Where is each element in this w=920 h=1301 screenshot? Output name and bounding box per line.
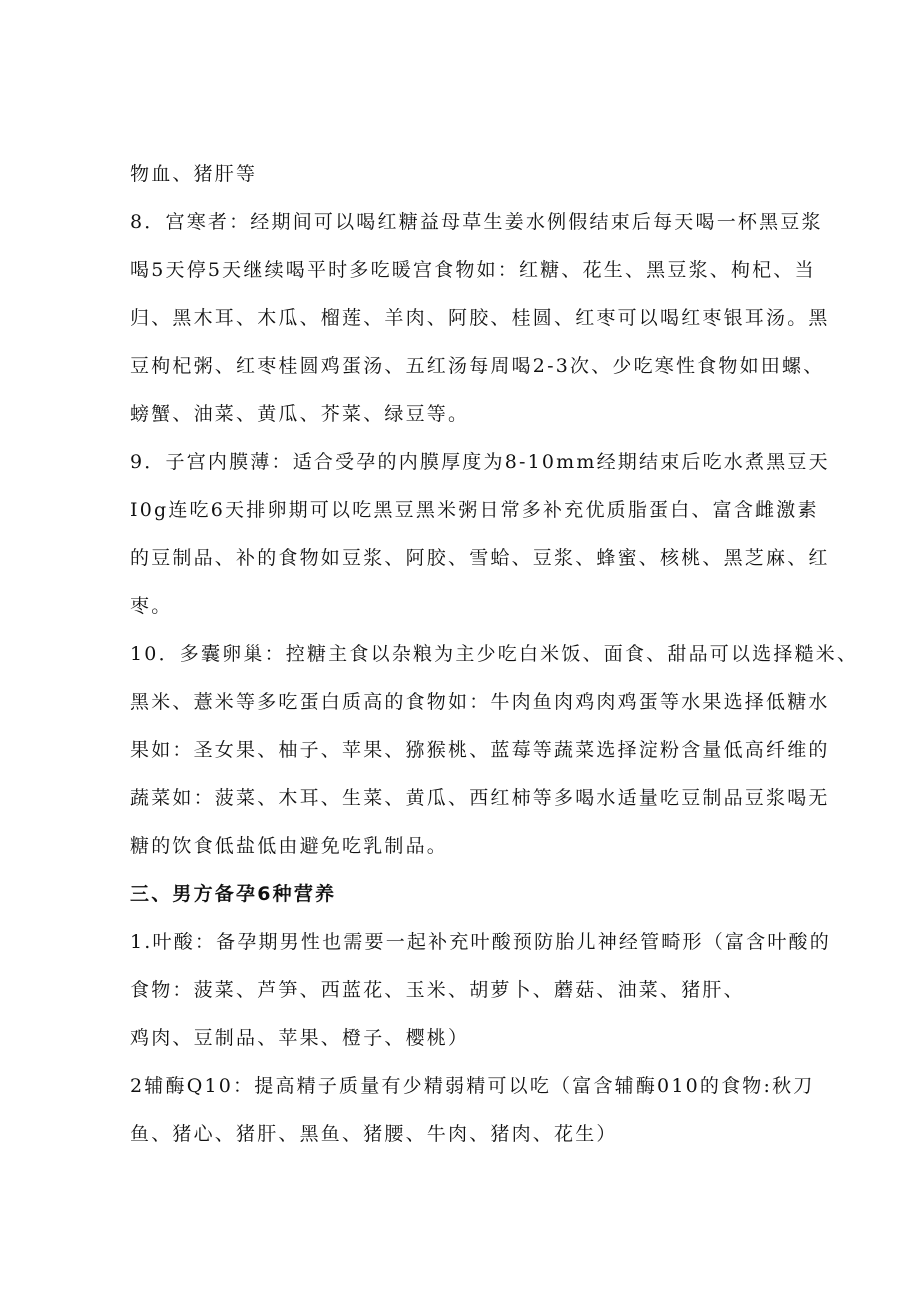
text-line: 鱼、猪心、猪肝、黑鱼、猪腰、牛肉、猪肉、花生） (130, 1123, 618, 1145)
text-line: I0g连吃6天排卵期可以吃黑豆黑米粥日常多补充优质脂蛋白、富含雌激素 (130, 499, 819, 521)
document-page (130, 150, 859, 1158)
text-line: 豆枸杞粥、红枣桂圆鸡蛋汤、五红汤每周喝2-3次、少吃寒性食物如田螺、 (130, 355, 825, 377)
text-line: 果如：圣女果、柚子、苹果、猕猴桃、蓝莓等蔬菜选择淀粉含量低高纤维的 (130, 739, 830, 761)
text-line: 的豆制品、补的食物如豆浆、阿胶、雪蛤、豆浆、蜂蜜、核桃、黑芝麻、红 (130, 547, 830, 569)
text-line: 螃蟹、油菜、黄瓜、芥菜、绿豆等。 (130, 403, 470, 425)
text-line: 8．宫寒者：经期间可以喝红糖益母草生姜水例假结束后每天喝一杯黑豆浆 (130, 211, 823, 233)
text-line: 2辅酶Q10：提高精子质量有少精弱精可以吃（富含辅酶010的食物:秋刀 (130, 1075, 815, 1097)
text-line: 物血、猪肝等 (130, 163, 258, 185)
text-line: 食物：菠菜、芦笋、西蓝花、玉米、胡萝卜、蘑菇、油菜、猪肝、 (130, 979, 745, 1001)
text-line: 9．子宫内膜薄：适合受孕的内膜厚度为8-10mm经期结束后吃水煮黑豆天 (130, 451, 830, 473)
text-line: 黑米、薏米等多吃蛋白质高的食物如：牛肉鱼肉鸡肉鸡蛋等水果选择低糖水 (130, 691, 830, 713)
text-line: 枣。 (130, 595, 173, 617)
text-line: 鸡肉、豆制品、苹果、橙子、樱桃） (130, 1027, 470, 1049)
text-line: 喝5天停5天继续喝平时多吃暖宫食物如：红糖、花生、黑豆浆、枸杞、当 (130, 259, 816, 281)
text-line: 糖的饮食低盐低由避免吃乳制品。 (130, 835, 449, 857)
text-line: 归、黑木耳、木瓜、榴莲、羊肉、阿胶、桂圆、红枣可以喝红枣银耳汤。黑 (130, 307, 830, 329)
text-line: 1.叶酸：备孕期男性也需要一起补充叶酸预防胎儿神经管畸形（富含叶酸的 (130, 931, 831, 953)
text-line: 蔬菜如：菠菜、木耳、生菜、黄瓜、西红柿等多喝水适量吃豆制品豆浆喝无 (130, 787, 830, 809)
section-heading: 三、男方备孕6种营养 (130, 883, 337, 905)
text-line: 10．多囊卵巢：控糖主食以杂粮为主少吃白米饭、面食、甜品可以选择糙米、 (130, 643, 859, 665)
